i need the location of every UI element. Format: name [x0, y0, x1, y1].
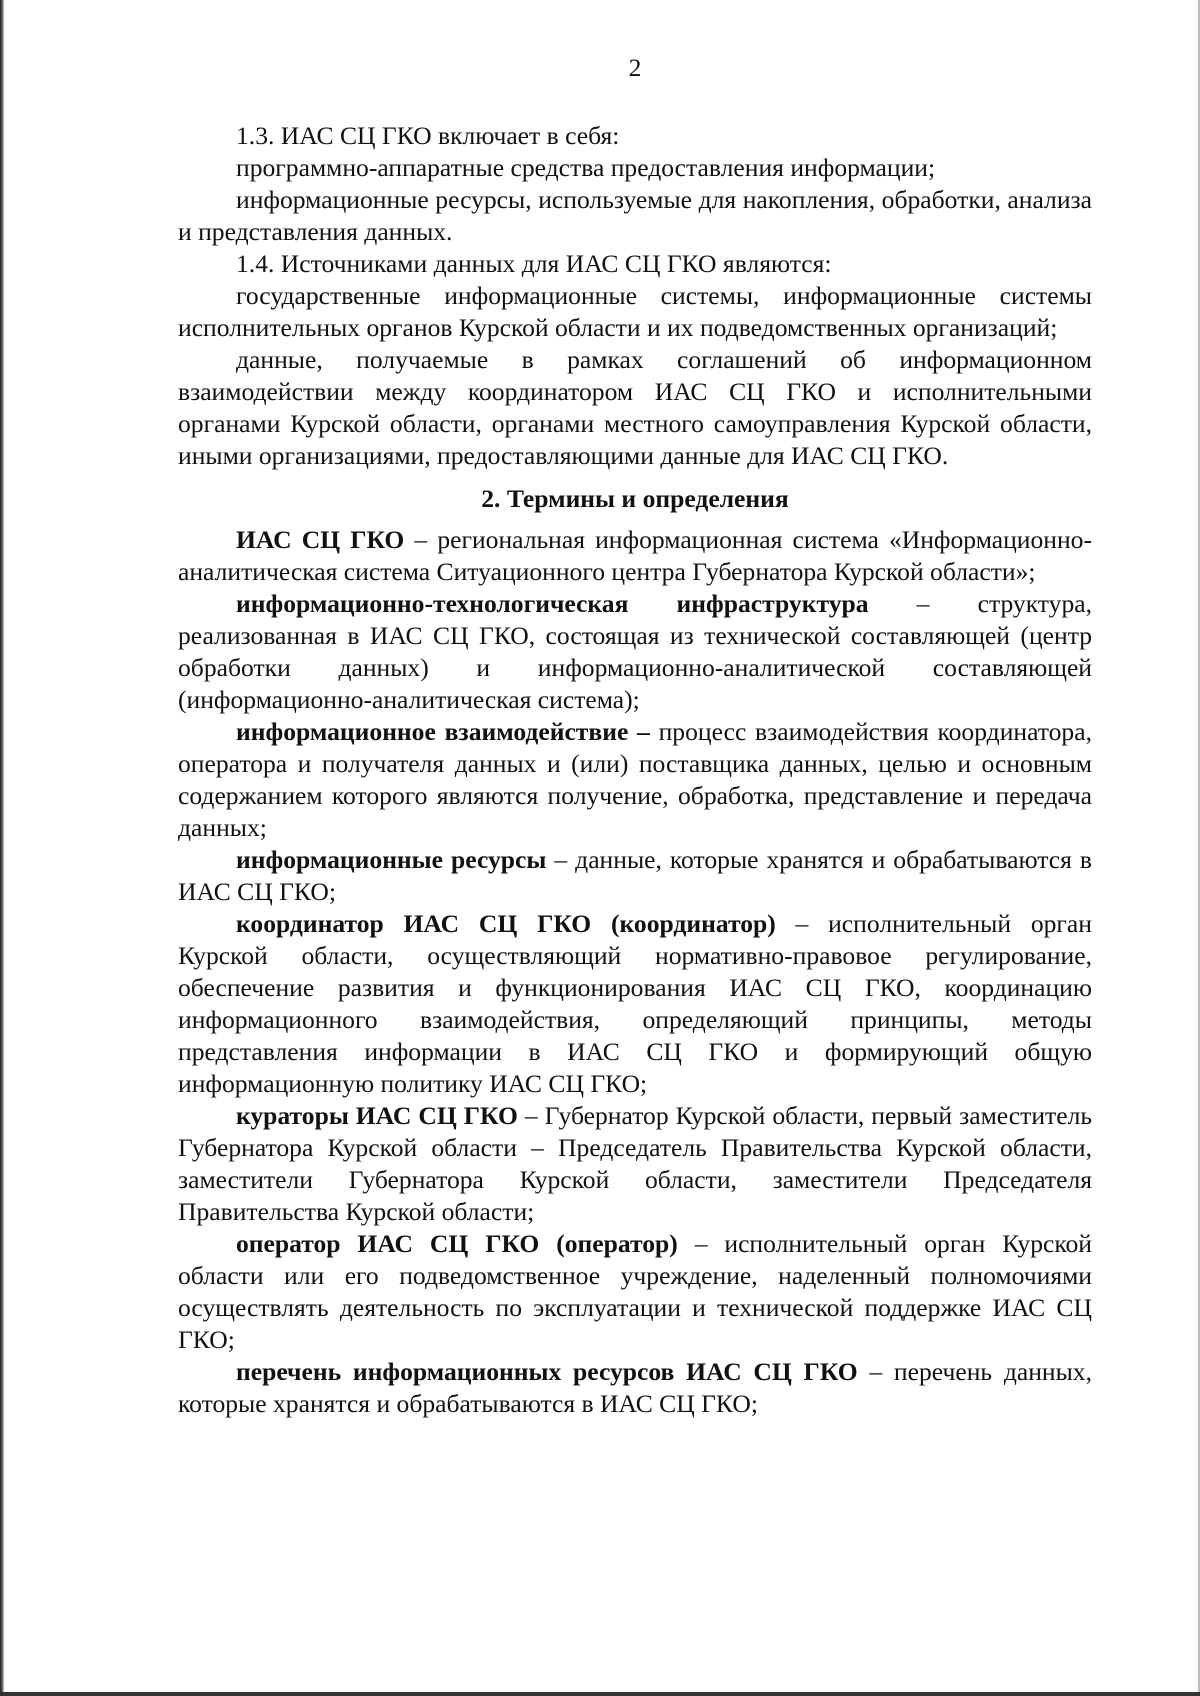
paragraph-1-3: 1.3. ИАС СЦ ГКО включает в себя: [236, 121, 620, 150]
list-item-state-systems: государственные информационные системы, информационные системы исполнительных органов Курской области и их подведомственных организаций; [178, 281, 1092, 342]
term-information-resources [178, 844, 1092, 908]
term-definition: – исполнительный орган Курской области или его подведомственное учреждение, наделенный полномочиями осуществлять деятельность по эксплуатации и технической поддержке ИАС СЦ ГКО; [178, 1229, 1092, 1354]
page-number: 2 [628, 53, 642, 82]
term-definition: – Губернатор Курской области, первый заместитель Губернатора Курской области – Председатель Правительства Курской области, заместители Губернатора Курской области, заместители Председателя Правительства Курской области; [178, 1101, 1093, 1226]
term-curators [178, 1100, 1092, 1228]
section-2-terms [178, 524, 1092, 1420]
section-1-continuation [178, 120, 1092, 472]
list-item-hardware: программно-аппаратные средства предоставления информации; [236, 153, 936, 182]
term-definition: процесс взаимодействия координатора, оператора и получателя данных и (или) поставщика данных, целью и основным содержанием которого являются получение, обработка, представление и передача данных; [178, 717, 1092, 842]
term-label: кураторы ИАС СЦ ГКО [236, 1101, 518, 1130]
term-it-infrastructure [178, 588, 1092, 716]
term-label: оператор ИАС СЦ ГКО (оператор) [236, 1229, 678, 1258]
paragraph-1-4: 1.4. Источниками данных для ИАС СЦ ГКО являются: [236, 249, 832, 278]
section-2-heading: 2. Термины и определения [481, 484, 789, 513]
list-item-resources: информационные ресурсы, используемые для накопления, обработки, анализа и представления данных. [178, 185, 1092, 246]
scan-edge-left [0, 0, 4, 1696]
term-coordinator [178, 908, 1092, 1100]
document-body [178, 120, 1092, 1420]
term-label: координатор ИАС СЦ ГКО (координатор) [236, 909, 776, 938]
term-definition: – структура, реализованная в ИАС СЦ ГКО, состоящая из технической составляющей (центр обработки данных) и информационно-аналитической составляющей (информационно-аналитическая система); [178, 589, 1092, 714]
scan-edge-bottom [0, 1692, 1200, 1696]
term-operator [178, 1228, 1092, 1356]
term-label: ИАС СЦ ГКО [236, 525, 405, 554]
term-information-interaction [178, 716, 1092, 844]
term-label: информационно-технологическая инфраструктура [236, 589, 869, 618]
term-label: информационное взаимодействие – [236, 717, 650, 746]
term-label: информационные ресурсы [236, 845, 547, 874]
term-definition: – исполнительный орган Курской области, осуществляющий нормативно-правовое регулирование, обеспечение развития и функционирования ИАС СЦ ГКО, координацию информационного взаимодействия, определяющий принципы, методы представления информации в ИАС СЦ ГКО и формирующий общую информационную политику ИАС СЦ ГКО; [178, 909, 1092, 1098]
term-label: перечень информационных ресурсов ИАС СЦ ГКО [236, 1357, 858, 1386]
term-ias-sc-gko [178, 524, 1092, 588]
term-definition: – региональная информационная система «Информационно-аналитическая система Ситуационного центра Губернатора Курской области»; [178, 525, 1092, 586]
term-definition: – данные, которые хранятся и обрабатываются в ИАС СЦ ГКО; [178, 845, 1092, 906]
term-definition: – перечень данных, которые хранятся и обрабатываются в ИАС СЦ ГКО; [178, 1357, 1092, 1418]
term-resource-list [178, 1356, 1092, 1420]
list-item-agreement-data: данные, получаемые в рамках соглашений об информационном взаимодействии между координатором ИАС СЦ ГКО и исполнительными органами Курской области, органами местного самоуправления Курской области, иными организациями, предоставляющими данные для ИАС СЦ ГКО. [178, 345, 1092, 470]
